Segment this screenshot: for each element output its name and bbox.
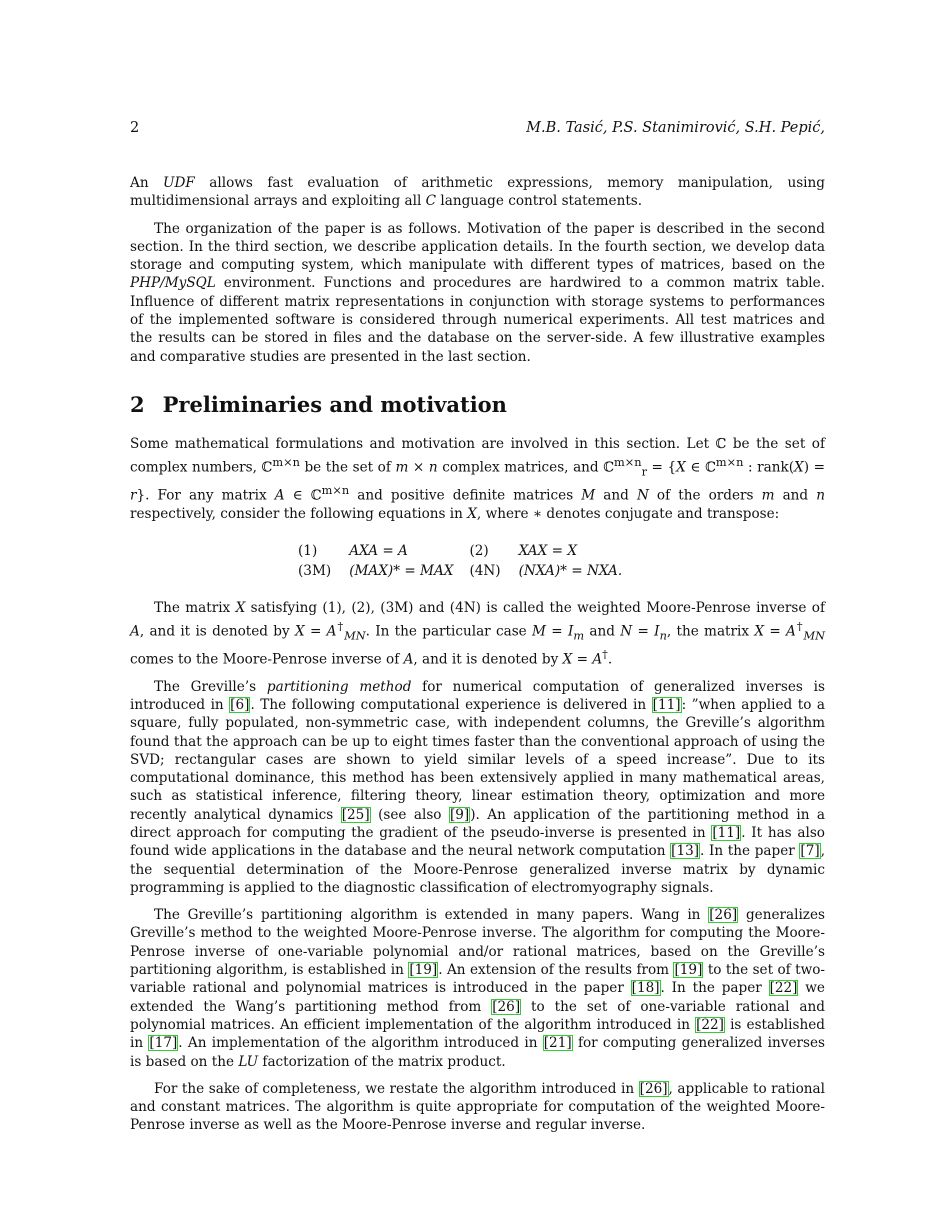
citation-link[interactable]: [22] [696, 1016, 724, 1033]
body-text [130, 174, 825, 1144]
greville-paragraph-2: The Greville’s partitioning algorithm is extended in many papers. Wang in [26] generalizes Greville’s method to the weighted Moore-Penrose inverse. The algorithm for computing the Moore-Penrose inverse of one-variable polynomial and/or rational matrices, based on the Greville’s partitioning algorithm, is established in [19]. An extension of the results from [19] to the set of two-variable rational and polynomial matrices is introduced in the paper [18]. In the paper [22] we extended the Wang’s partitioning method from [26] to the set of one-variable rational and polynomial matrices. An efficient implementation of the algorithm introduced in [22] is established in [17]. An implementation of the algorithm introduced in [21] for computing generalized inverses is based on the LU factorization of the matrix product. [130, 907, 826, 1070]
citation-link[interactable]: [21] [543, 1035, 572, 1052]
citation-link[interactable]: [13] [671, 843, 700, 860]
citation-link[interactable]: [7] [800, 843, 820, 860]
closing-paragraph: For the sake of completeness, we restate the algorithm introduced in [26], applicable to rational and constant matrices. The algorithm is quite appropriate for computation of the weighted Moore-Penrose inverse as well as the Moore-Penrose inverse and regular inverse. [130, 1080, 825, 1134]
equation-label: (4N) [469, 562, 501, 579]
citation-link[interactable]: [18] [631, 980, 660, 997]
running-authors: M.B. Tasić, P.S. Stanimirović, S.H. Pepić, [526, 120, 825, 136]
section-heading: 2 Preliminaries and motivation [130, 391, 507, 417]
citation-link[interactable]: [19] [409, 962, 438, 979]
greville-paragraph-1: The Greville’s partitioning method for numerical computation of generalized inverses is introduced in [6]. The following computational experience is delivered in [11]: ”when applied to a square, fully populated, non-symmetric case, with independent columns, the Greville’s algorithm found that the approach can be up to eight times faster than the conventional approach of using the SVD; rectangular cases are shown to yield similar levels of a speed increase”. Due to its computational dominance, this method has been extensively applied in many mathematical areas, such as statistical inference, filtering theory, linear estimation theory, optimization and more recently analytical dynamics [25] (see also [9]). An application of the partitioning method in a direct approach for computing the gradient of the pseudo-inverse is presented in [11]. It has also found wide applications in the database and the neural network computation [13]. In the paper [7], the sequential determination of the Moore-Penrose generalized inverse matrix by dynamic programming is applied to the diagnostic classification of electromyography signals. [130, 678, 826, 896]
equation: (MAX)* = MAX [349, 562, 454, 579]
page-number: 2 [130, 120, 140, 136]
moore-penrose-paragraph: The matrix X satisfying (1), (2), (3M) and (4N) is called the weighted Moore-Penrose inverse of A, and it is denoted by $X = A^\dagger_{MN}$. In the particular case $M = I_m$ and $N = I_n$, the matrix $X = A^\dagger_{MN}$ comes to the Moore-Penrose inverse of A, and it is denoted by X = A†. [130, 599, 826, 668]
citation-link[interactable]: [17] [149, 1035, 178, 1052]
equation-label: (3M) [298, 562, 332, 579]
citation-link[interactable]: [11] [712, 824, 741, 841]
equation: XAX = X [518, 542, 578, 559]
equation-row [298, 541, 638, 561]
citation-link[interactable]: [11] [652, 696, 681, 713]
citation-link[interactable]: [22] [769, 980, 798, 997]
citation-link[interactable]: [9] [449, 806, 470, 823]
equation-row [298, 561, 638, 581]
equation-label: (2) [469, 542, 489, 559]
penrose-equations [298, 541, 638, 581]
citation-link[interactable]: [26] [709, 907, 738, 924]
citation-link[interactable]: [26] [492, 998, 521, 1015]
equation-label: (1) [298, 542, 318, 559]
equation: (NXA)* = NXA. [518, 562, 623, 579]
intro-paragraph-1: An UDF allows fast evaluation of arithmetic expressions, memory manipulation, using multidimensional arrays and exploiting all C language control statements. [130, 175, 825, 210]
citation-link[interactable]: [26] [639, 1080, 668, 1097]
citation-link[interactable]: [6] [230, 696, 250, 713]
intro-paragraph-2: The organization of the paper is as follows. Motivation of the paper is described in the second section. In the third section, we describe application details. In the fourth section, we develop data storage and computing system, which manipulate with different types of matrices, based on the PHP/MySQL environment. Functions and procedures are hardwired to a common matrix table. Influence of different matrix representations in conjunction with storage systems to performances of the implemented software is considered through numerical experiments. All test matrices and the results can be stored in files and the database on the server-side. A few illustrative examples and comparative studies are presented in the last section. [130, 220, 825, 365]
prelim-paragraph: Some mathematical formulations and motivation are involved in this section. Let ℂ be the set of complex numbers, ℂ$^{m\times n}$ be the set of m × n complex matrices, and ℂ$^{m\times n}_r$ = {X ∈ ℂ$^{m\times n}$ : rank(X) = r}. For any matrix A ∈ ℂ$^{m\times n}$ and positive definite matrices M and N of the orders m and n respectively, consider the following equations in X, where ∗ denotes conjugate and transpose: [130, 435, 825, 522]
citation-link[interactable]: [25] [341, 806, 370, 823]
citation-link[interactable]: [19] [674, 962, 703, 979]
equation: AXA = A [349, 542, 408, 559]
